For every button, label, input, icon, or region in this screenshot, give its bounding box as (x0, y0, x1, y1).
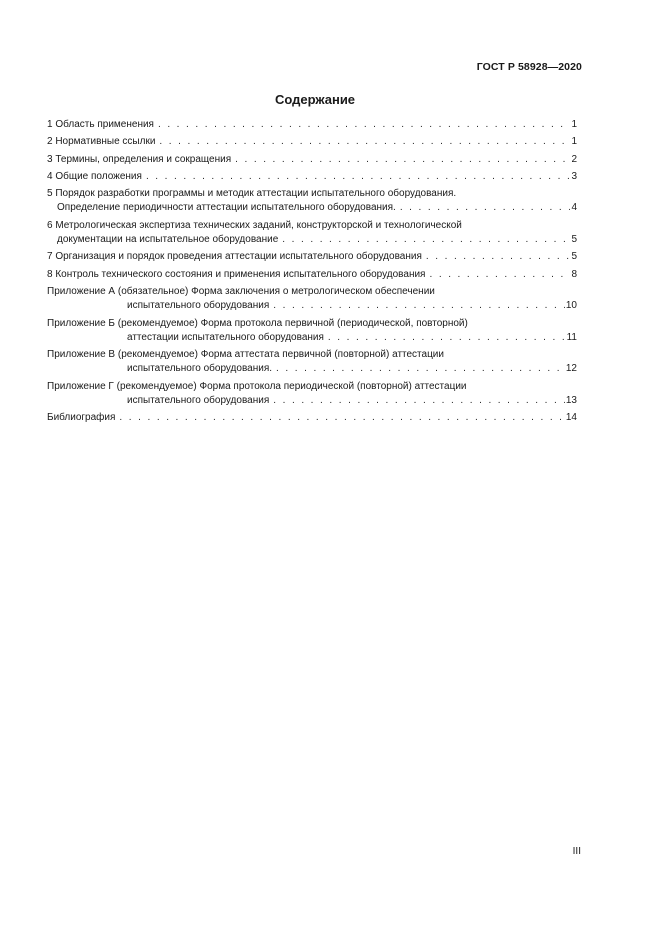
toc-entry-line (47, 299, 577, 313)
toc-entry-label: испытательного оборудования (127, 300, 270, 312)
toc-page-number: 8 (571, 268, 577, 280)
toc-page-number: 3 (571, 170, 577, 182)
toc-entry[interactable] (47, 317, 577, 346)
toc-entry-label: Определение периодичности аттестации испытательного оборудования. (57, 202, 396, 214)
toc-entry-line (47, 250, 577, 264)
toc-entry[interactable] (47, 380, 577, 409)
toc-leader-dots (273, 299, 565, 313)
toc-page-number: 12 (565, 363, 577, 375)
toc-page-number: 10 (565, 300, 577, 312)
toc-entry-label: 8 Контроль технического состояния и применения испытательного оборудования (47, 268, 426, 280)
toc-entry-line (47, 362, 577, 376)
toc-entry-line (47, 317, 577, 331)
toc-entry-line (47, 233, 577, 247)
toc-page-number: 5 (571, 234, 577, 246)
toc-entry[interactable] (47, 250, 577, 264)
toc-entry-label: 3 Термины, определения и сокращения (47, 153, 232, 165)
toc-title: Содержание (274, 92, 356, 107)
toc-entry-line (47, 380, 577, 394)
toc-entry-line (47, 394, 577, 408)
toc-entry[interactable] (47, 219, 577, 248)
toc-entry-line (47, 187, 577, 201)
toc-entry[interactable] (47, 118, 577, 132)
toc-entry[interactable] (47, 285, 577, 314)
toc-entry-label: испытательного оборудования. (127, 363, 273, 375)
toc-leader-dots (159, 135, 570, 149)
toc-entry[interactable] (47, 135, 577, 149)
toc-page-number: 11 (566, 331, 577, 343)
toc-leader-dots (158, 118, 570, 132)
toc-entry[interactable] (47, 411, 577, 425)
toc-entry-line (47, 118, 577, 132)
toc-page-number: 5 (571, 251, 577, 263)
toc-entry-line (47, 331, 577, 345)
toc-leader-dots (426, 250, 571, 264)
toc-leader-dots (400, 201, 571, 215)
toc-leader-dots (119, 411, 564, 425)
toc-entry[interactable] (47, 187, 577, 216)
toc-entry-label: Приложение Б (рекомендуемое) Форма протокола первичной (периодической, повторной) (47, 317, 468, 329)
toc-entry-label: 1 Область применения (47, 119, 154, 130)
toc-entry-line (47, 135, 577, 149)
toc-leader-dots (276, 362, 565, 376)
toc-entry[interactable] (47, 348, 577, 377)
toc-page-number: 14 (565, 412, 577, 424)
toc-entry-label: аттестации испытательного оборудования (127, 331, 324, 343)
toc-entry-line (47, 219, 577, 233)
toc-entry[interactable] (47, 268, 577, 282)
toc-leader-dots (235, 153, 570, 167)
toc-entry-label: 4 Общие положения (47, 170, 142, 182)
toc-entry-line (47, 268, 577, 282)
toc-entry-label: документации на испытательное оборудование (57, 234, 279, 246)
toc-entry-label: Приложение А (обязательное) Форма заключения о метрологическом обеспечении (47, 285, 435, 297)
toc-page-number: 13 (565, 395, 577, 407)
toc-entry-label: Приложение В (рекомендуемое) Форма аттестата первичной (повторной) аттестации (47, 349, 444, 361)
document-header: ГОСТ Р 58928—2020 (476, 61, 582, 73)
toc-entry-line (47, 411, 577, 425)
toc-page-number: 1 (571, 119, 577, 130)
toc-entry-label: 7 Организация и порядок проведения аттестации испытательного оборудования (47, 251, 422, 263)
toc-entry-line (47, 285, 577, 299)
toc-entry-line (47, 348, 577, 362)
toc-entry[interactable] (47, 170, 577, 184)
toc-entry-line (47, 201, 577, 215)
toc-page-number: 4 (571, 202, 577, 214)
toc-leader-dots (273, 394, 565, 408)
toc-entry[interactable] (47, 153, 577, 167)
page-number: III (572, 846, 581, 857)
toc-leader-dots (429, 268, 570, 282)
toc-leader-dots (282, 233, 570, 247)
toc-entry-label: Приложение Г (рекомендуемое) Форма протокола периодической (повторной) аттестации (47, 380, 467, 392)
toc-entry-line (47, 170, 577, 184)
toc-leader-dots (146, 170, 571, 184)
toc-page-number: 1 (571, 136, 577, 148)
toc-entry-label: 5 Порядок разработки программы и методик аттестации испытательного оборудования. (47, 188, 457, 200)
toc-leader-dots (328, 331, 566, 345)
table-of-contents (47, 118, 577, 429)
toc-entry-label: 2 Нормативные ссылки (47, 136, 156, 148)
toc-entry-line (47, 153, 577, 167)
toc-entry-label: Библиография (47, 412, 116, 424)
toc-entry-label: испытательного оборудования (127, 395, 270, 407)
toc-page-number: 2 (571, 153, 577, 165)
toc-entry-label: 6 Метрологическая экспертиза технических заданий, конструкторской и технологической (47, 219, 462, 231)
